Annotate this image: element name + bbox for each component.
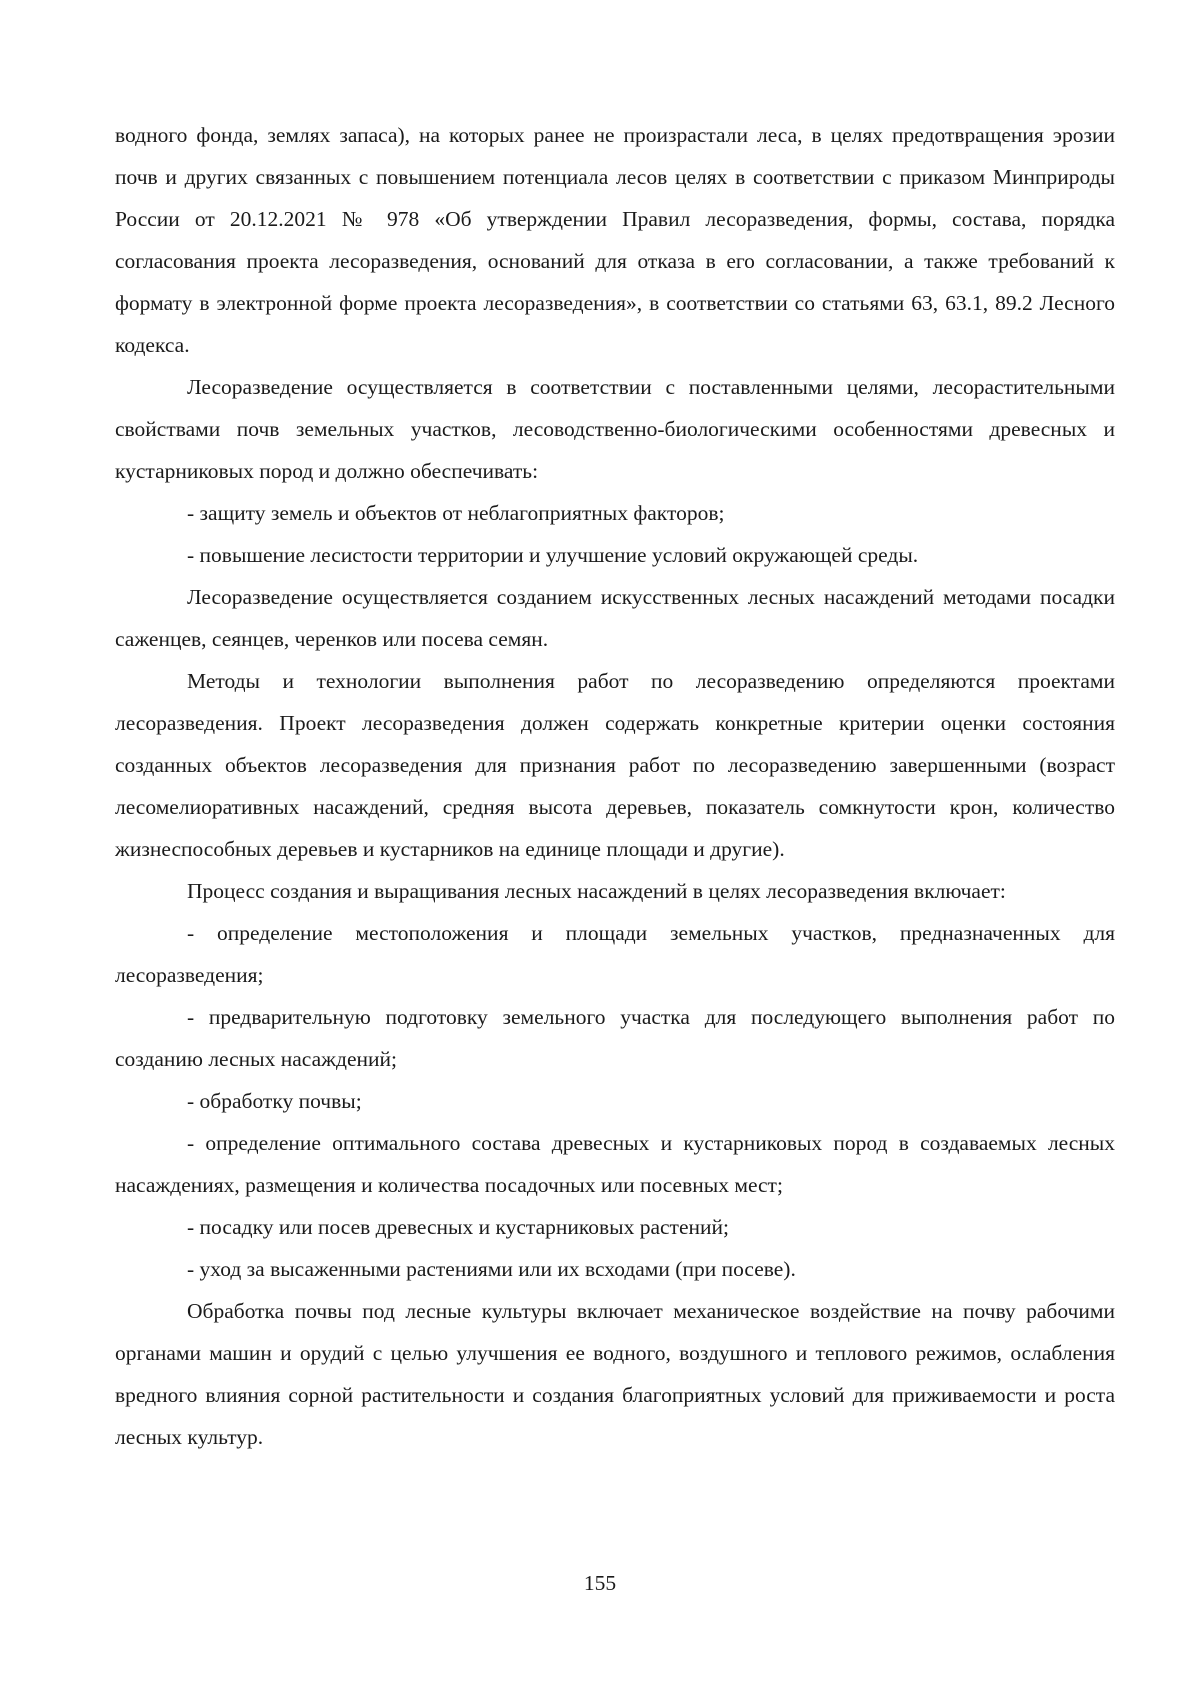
list-item-soil-treatment: - обработку почвы; bbox=[187, 1089, 362, 1113]
document-body bbox=[115, 114, 1115, 1458]
paragraph-afforestation-methods: Лесоразведение осуществляется созданием искусственных лесных насаждений методами посадки саженцев, сеянцев, черенков или посева семян. bbox=[115, 585, 1115, 651]
paragraph-afforestation-goals: Лесоразведение осуществляется в соответствии с поставленными целями, лесорастительными свойствами почв земельных участков, лесоводственно-биологическими особенностями древесных и кустарниковых пород и должно обеспечивать: bbox=[115, 375, 1115, 483]
list-item-species-composition: - определение оптимального состава древесных и кустарниковых пород в создаваемых лесных насаждениях, размещения и количества посадочных или посевных мест; bbox=[115, 1131, 1115, 1197]
page-number: 155 bbox=[583, 1571, 617, 1595]
list-item-care: - уход за высаженными растениями или их всходами (при посеве). bbox=[187, 1257, 796, 1281]
paragraph-soil-cultivation: Обработка почвы под лесные культуры включает механическое воздействие на почву рабочими органами машин и орудий с целью улучшения ее водного, воздушного и теплового режимов, ослабления вредного влияния сорной растительности и создания благоприятных условий для приживаемости и роста лесных культур. bbox=[115, 1299, 1115, 1449]
paragraph-process-intro: Процесс создания и выращивания лесных насаждений в целях лесоразведения включает: bbox=[187, 879, 1006, 903]
list-item-land-protection: - защиту земель и объектов от неблагоприятных факторов; bbox=[187, 501, 725, 525]
list-item-planting: - посадку или посев древесных и кустарниковых растений; bbox=[187, 1215, 729, 1239]
paragraph-project-criteria: Методы и технологии выполнения работ по лесоразведению определяются проектами лесоразведения. Проект лесоразведения должен содержать конкретные критерии оценки состояния созданных объектов лесоразведения для признания работ по лесоразведению завершенными (возраст лесомелиоративных насаждений, средняя высота деревьев, показатель сомкнутости крон, количество жизнеспособных деревьев и кустарников на единице площади и другие). bbox=[115, 669, 1115, 861]
paragraph-continuation: водного фонда, землях запаса), на которых ранее не произрастали леса, в целях предотвращения эрозии почв и других связанных с повышением потенциала лесов целях в соответствии с приказом Минприроды России от 20.12.2021 № 978 «Об утверждении Правил лесоразведения, формы, состава, порядка согласования проекта лесоразведения, оснований для отказа в его согласовании, а также требований к формату в электронной форме проекта лесоразведения», в соответствии со статьями 63, 63.1, 89.2 Лесного кодекса. bbox=[115, 123, 1115, 357]
list-item-site-preparation: - предварительную подготовку земельного участка для последующего выполнения работ по созданию лесных насаждений; bbox=[115, 1005, 1115, 1071]
list-item-forest-cover: - повышение лесистости территории и улучшение условий окружающей среды. bbox=[187, 543, 919, 567]
list-item-location: - определение местоположения и площади земельных участков, предназначенных для лесоразведения; bbox=[115, 921, 1115, 987]
